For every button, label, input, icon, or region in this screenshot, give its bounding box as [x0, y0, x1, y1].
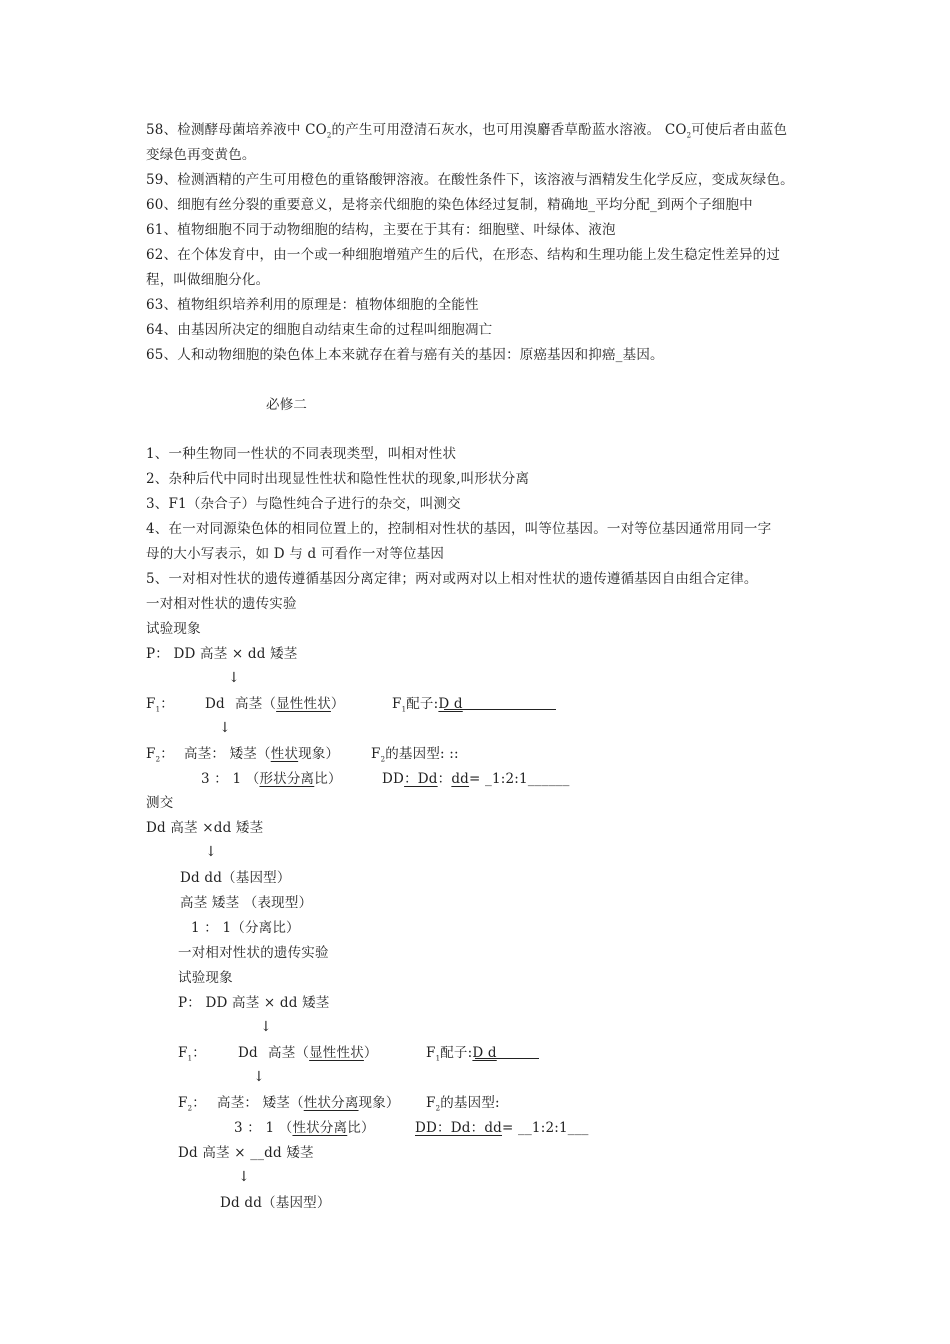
- f2-label: F: [426, 1095, 436, 1111]
- subscript: 2: [155, 755, 161, 764]
- definition-4-line-1: 4、在一对同源染色体的相同位置上的，控制相对性状的基因，叫等位基因。一对等位基因通常用同一字: [146, 521, 772, 537]
- cross-1-f1-phenotype: [235, 695, 345, 713]
- text: 配子:: [406, 696, 439, 712]
- definition-2: 2、杂种后代中同时出现显性性状和隐性性状的现象,叫形状分离: [146, 471, 530, 487]
- underlined-answer: 性状: [270, 746, 299, 762]
- down-arrow-icon: ↓: [253, 1069, 265, 1085]
- colon: ：: [160, 696, 174, 712]
- text: ：: [437, 771, 452, 787]
- cross-2-ratio: [234, 1119, 375, 1137]
- testcross-heading: 测交: [146, 795, 174, 811]
- cross-1-f1-genotype: Dd: [205, 696, 225, 712]
- f2-label: F: [371, 746, 381, 762]
- text: 高茎：: [184, 746, 226, 762]
- cross-1-f2-label: [146, 745, 174, 769]
- f1-label: F: [392, 696, 402, 712]
- testcross-2-genotype: Dd dd（基因型）: [220, 1195, 331, 1211]
- text: 3 ： 1 （: [234, 1120, 293, 1136]
- text: ）: [330, 696, 345, 712]
- testcross-1-phenotype: 高茎 矮茎 （表现型）: [180, 895, 313, 911]
- text: 现象）: [358, 1095, 400, 1111]
- cross-1-subheading: 试验现象: [146, 621, 201, 637]
- testcross-2-parent-line: Dd 高茎 × __dd 矮茎: [178, 1145, 314, 1161]
- item-64: 64、由基因所决定的细胞自动结束生命的过程叫细胞凋亡: [146, 322, 493, 338]
- colon: ：: [192, 1045, 206, 1061]
- f2-label: F: [178, 1095, 188, 1111]
- subscript: 2: [686, 131, 692, 140]
- subscript: 1: [435, 1054, 441, 1063]
- testcross-1-parent-line: Dd 高茎 ×dd 矮茎: [146, 820, 264, 836]
- item-58-text-c: 可使后者由蓝色: [691, 122, 788, 138]
- text: 现象）: [298, 746, 340, 762]
- item-65: 65、人和动物细胞的染色体上本来就存在着与癌有关的基因：原癌基因和抑癌_基因。: [146, 347, 664, 363]
- cross-1-ratio: [201, 770, 342, 788]
- item-58-text-b: 的产生可用澄清石灰水，也可用溴麝香草酚蓝水溶液。 CO: [331, 122, 687, 138]
- f1-label: F: [146, 696, 156, 712]
- subscript: 2: [187, 1104, 193, 1113]
- underlined-answer: 性状分离: [292, 1120, 348, 1136]
- item-60: 60、细胞有丝分裂的重要意义，是将亲代细胞的染色体经过复制，精确地_平均分配_到两个子细胞中: [146, 197, 753, 213]
- cross-1-heading: 一对相对性状的遗传实验: [146, 596, 297, 612]
- text: 3 ： 1 （: [201, 771, 260, 787]
- down-arrow-icon: ↓: [260, 1019, 272, 1035]
- subscript: 2: [326, 131, 332, 140]
- underlined-answer: dd: [451, 771, 470, 787]
- underlined-answer: ：Dd: [404, 771, 438, 787]
- cross-2-f1-phenotype: [268, 1044, 378, 1062]
- text: 的基因型: ::: [385, 746, 459, 762]
- cross-2-f1-genotype: Dd: [238, 1045, 258, 1061]
- cross-2-f1-line: [178, 1044, 206, 1068]
- text: = _1:2:1______: [469, 771, 570, 787]
- underlined-answer: D d: [438, 696, 463, 712]
- underlined-answer: DD：Dd：dd: [415, 1120, 502, 1136]
- underlined-answer: D d: [472, 1045, 497, 1061]
- item-62-line-1: 62、在个体发育中，由一个或一种细胞增殖产生的后代，在形态、结构和生理功能上发生稳定性差异的过: [146, 247, 781, 263]
- underlined-answer: 性状分离: [303, 1095, 359, 1111]
- fill-blank-line: [444, 695, 556, 710]
- subscript: 1: [155, 705, 161, 714]
- subscript: 2: [380, 755, 386, 764]
- f1-label: F: [426, 1045, 436, 1061]
- text: ）: [363, 1045, 378, 1061]
- item-58-line-2: 变绿色再变黄色。: [146, 147, 256, 163]
- item-61: 61、植物细胞不同于动物细胞的结构，主要在于其有：细胞壁、叶绿体、液泡: [146, 222, 616, 238]
- text: 矮茎（: [262, 1095, 304, 1111]
- text: DD: [382, 771, 405, 787]
- cross-2-f2-label: [178, 1094, 206, 1118]
- down-arrow-icon: ↓: [219, 720, 231, 736]
- cross-2-f2-genotypes: [426, 1094, 500, 1118]
- testcross-1-genotype: Dd dd（基因型）: [180, 870, 291, 886]
- down-arrow-icon: ↓: [205, 844, 217, 860]
- fill-blank-line: [475, 1044, 539, 1059]
- testcross-1-ratio: 1 ： 1（分离比）: [191, 920, 300, 936]
- text: = __1:2:1___: [502, 1120, 589, 1136]
- item-63: 63、植物组织培养利用的原理是：植物体细胞的全能性: [146, 297, 479, 313]
- underlined-answer: 形状分离: [259, 771, 315, 787]
- text: 高茎：: [217, 1095, 259, 1111]
- colon: ：: [160, 746, 174, 762]
- text: 高茎（: [268, 1045, 310, 1061]
- cross-2-genotype-ratio: [415, 1119, 589, 1137]
- down-arrow-icon: ↓: [238, 1169, 250, 1185]
- f2-label: F: [146, 746, 156, 762]
- text: 的基因型:: [440, 1095, 500, 1111]
- cross-1-parent-line: P： DD 高茎 × dd 矮茎: [146, 646, 298, 662]
- item-58-text-a: 58、检测酵母菌培养液中 CO: [146, 122, 327, 138]
- subscript: 1: [401, 705, 407, 714]
- text: 高茎（: [235, 696, 277, 712]
- section-title: 必修二: [266, 397, 308, 413]
- cross-1-genotype-ratio: [382, 770, 570, 788]
- underlined-answer: 显性性状: [276, 696, 331, 712]
- down-arrow-icon: ↓: [228, 670, 240, 686]
- cross-2-subheading: 试验现象: [178, 970, 233, 986]
- text: 矮茎（: [229, 746, 271, 762]
- definition-5: 5、一对相对性状的遗传遵循基因分离定律；两对或两对以上相对性状的遗传遵循基因自由组合定律。: [146, 571, 758, 587]
- item-58-line-1: [146, 121, 787, 145]
- definition-3: 3、F1（杂合子）与隐性纯合子进行的杂交，叫测交: [146, 496, 461, 512]
- cross-1-f2-phenotypes: [184, 745, 339, 763]
- text: 比）: [347, 1120, 375, 1136]
- subscript: 1: [187, 1054, 193, 1063]
- cross-1-f2-genotypes: [371, 745, 459, 769]
- f1-label: F: [178, 1045, 188, 1061]
- cross-2-f2-phenotypes: [217, 1094, 400, 1112]
- definition-4-line-2: 母的大小写表示，如 D 与 d 可看作一对等位基因: [146, 546, 445, 562]
- colon: ：: [192, 1095, 206, 1111]
- cross-2-parent-line: P： DD 高茎 × dd 矮茎: [178, 995, 330, 1011]
- item-62-line-2: 程，叫做细胞分化。: [146, 272, 270, 288]
- subscript: 2: [435, 1104, 441, 1113]
- cross-1-f1-line: [146, 695, 174, 719]
- text: 比）: [314, 771, 342, 787]
- underlined-answer: 显性性状: [309, 1045, 364, 1061]
- text: 配子:: [440, 1045, 473, 1061]
- definition-1: 1、一种生物同一性状的不同表现类型，叫相对性状: [146, 446, 457, 462]
- cross-2-heading: 一对相对性状的遗传实验: [178, 945, 329, 961]
- item-59: 59、检测酒精的产生可用橙色的重铬酸钾溶液。在酸性条件下，该溶液与酒精发生化学反应，变成灰绿色。: [146, 172, 794, 188]
